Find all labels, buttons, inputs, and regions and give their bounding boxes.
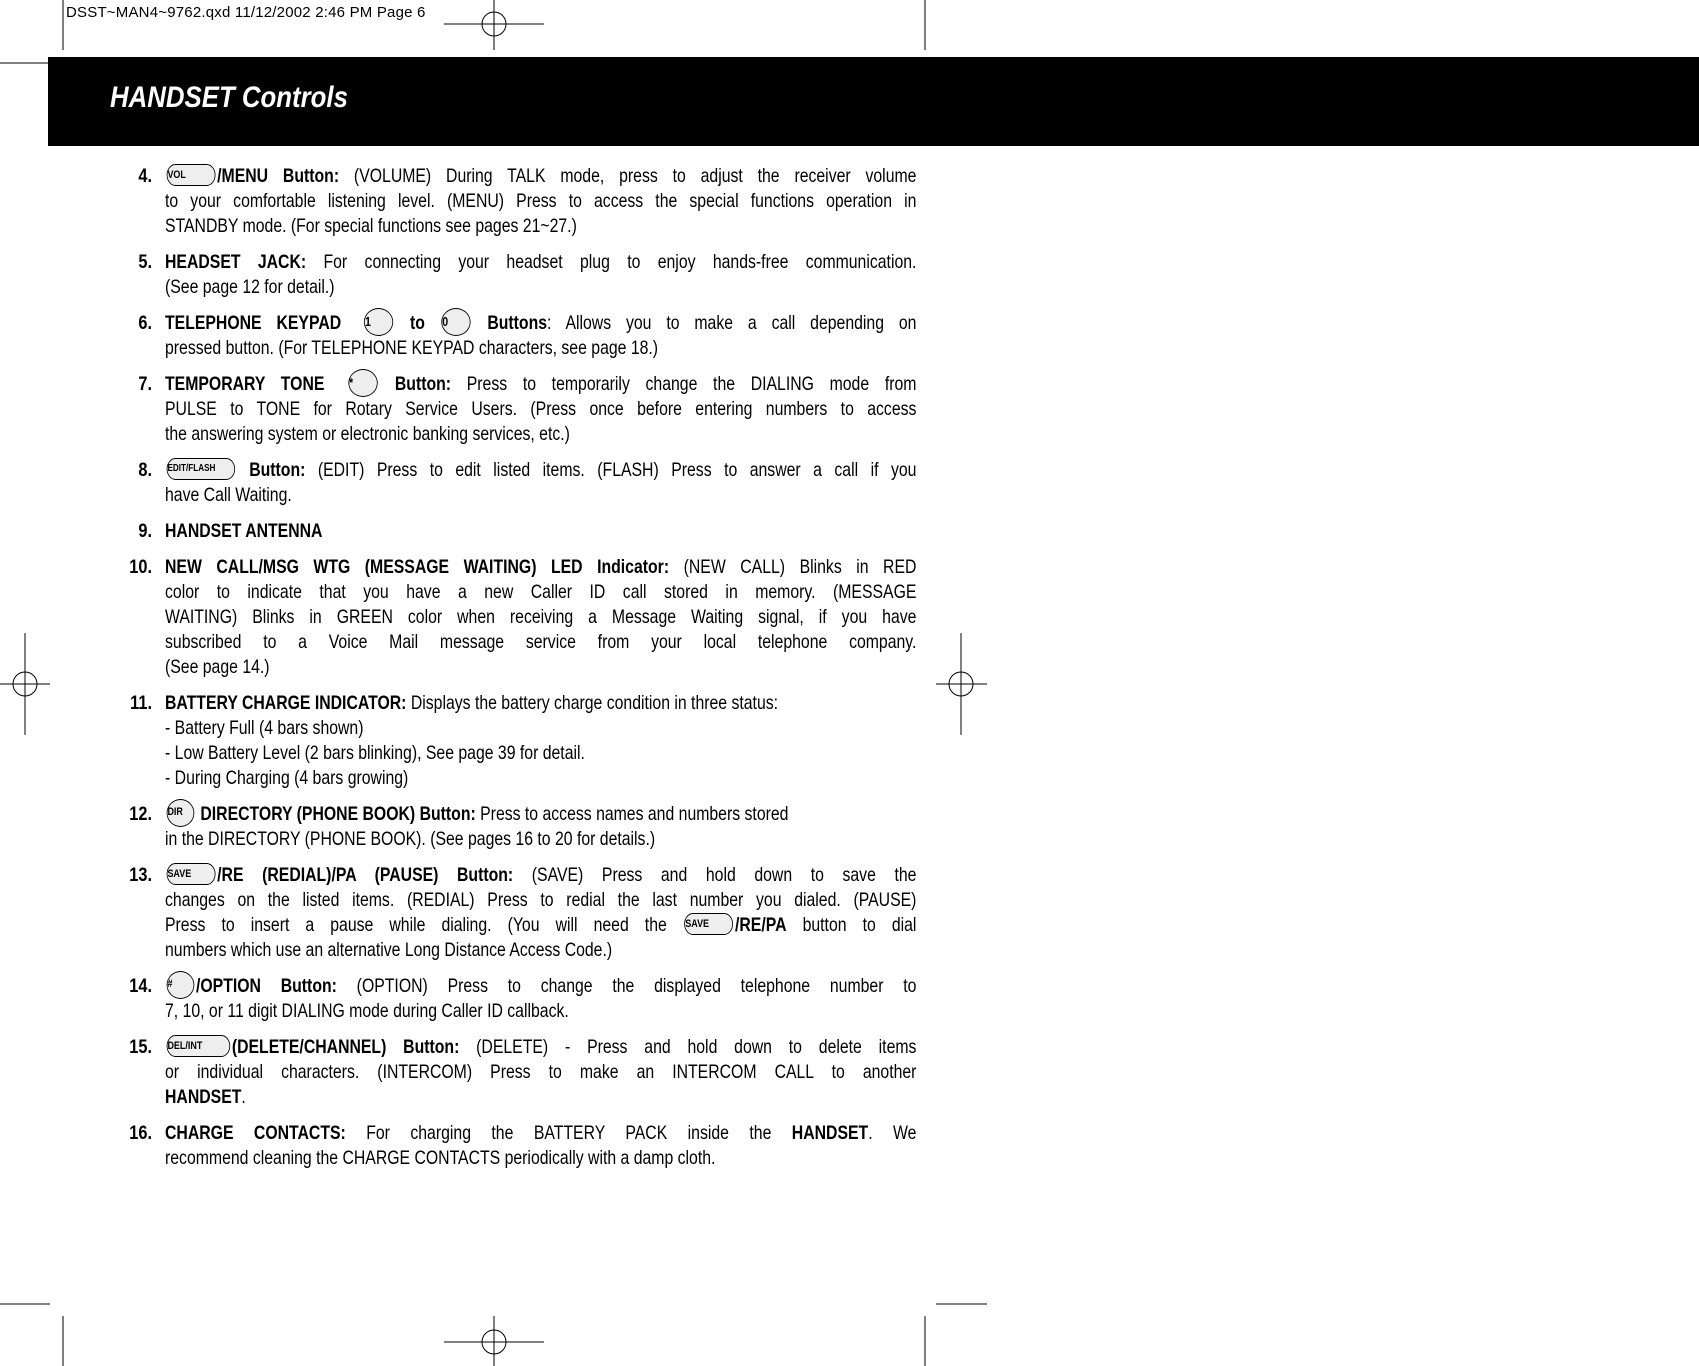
item-text: in the DIRECTORY (PHONE BOOK). (See pages 16 to 20 for details.) [165,828,656,850]
item-heading: Button: [394,373,452,395]
item-text: (See page 14.) [165,656,270,678]
item-number: 4. [138,166,152,187]
item-text: (OPTION) Press to change the displayed telephone number to [336,975,917,997]
item-heading: HEADSET JACK: [165,251,307,273]
item-heading: CHARGE CONTACTS: [165,1122,346,1144]
list-item [112,802,864,852]
item-text: (See page 12 for detail.) [165,276,335,298]
file-slug: DSST~MAN4~9762.qxd 11/12/2002 2:46 PM Page 6 [66,4,426,21]
list-item [112,458,917,508]
item-number: 15. [129,1037,152,1058]
item-text: have Call Waiting. [165,484,292,506]
dir-key-icon: DIR [167,799,195,827]
item-heading: /RE (REDIAL)/PA (PAUSE) Button: [217,864,514,886]
item-text: : Allows you to make a call depending on [547,312,917,334]
item-text: . We [868,1122,917,1144]
item-number: 12. [129,804,152,825]
item-text: - During Charging (4 bars growing) [165,767,409,789]
item-text: (DELETE) - Press and hold down to delete items [459,1036,917,1058]
item-text: 7, 10, or 11 digit DIALING mode during Caller ID callback. [165,1000,569,1022]
list-item [112,164,917,239]
item-text: pressed button. (For TELEPHONE KEYPAD characters, see page 18.) [165,337,659,359]
item-text: - Low Battery Level (2 bars blinking), See page 39 for detail. [165,742,585,764]
item-number: 13. [129,865,152,886]
item-heading: HANDSET [791,1122,869,1144]
list-item [112,250,917,300]
item-heading: /OPTION Button: [195,975,337,997]
item-text: WAITING) Blinks in GREEN color when receiving a Message Waiting signal, if you have [165,606,917,628]
list-item [112,863,917,963]
item-text: Press to insert a pause while dialing. (You will need the [165,914,667,936]
list-item [112,1121,917,1171]
item-text: subscribed to a Voice Mail message service from your local telephone company. [165,631,917,653]
item-number: 14. [129,976,152,997]
item-heading: (DELETE/CHANNEL) Button: [231,1036,460,1058]
item-heading: HANDSET [165,1086,242,1108]
item-text: (NEW CALL) Blinks in RED [669,556,917,578]
star-key-icon: * [348,369,377,397]
item-text: changes on the listed items. (REDIAL) Press to redial the last number you dialed. (PAUSE) [165,889,917,911]
item-text: For connecting your headset plug to enjoy hands-free communication. [306,251,917,273]
item-text: (VOLUME) During TALK mode, press to adjust the receiver volume [339,165,917,187]
del-int-key-icon: DEL/INT [167,1035,231,1057]
item-number: 6. [138,313,152,334]
item-heading: Buttons [487,312,548,334]
item-heading: HANDSET ANTENNA [165,520,323,542]
item-text: color to indicate that you have a new Caller ID call stored in memory. (MESSAGE [165,581,917,603]
item-heading: TELEPHONE KEYPAD [165,312,342,334]
item-number: 8. [138,460,152,481]
item-text: recommend cleaning the CHARGE CONTACTS periodically with a damp cloth. [165,1147,716,1169]
item-text: numbers which use an alternative Long Distance Access Code.) [165,939,613,961]
item-text: to your comfortable listening level. (MENU) Press to access the special functions operation in [165,190,917,212]
list-item [112,974,917,1024]
controls-list [112,164,917,1182]
item-heading: Button: [249,459,306,481]
item-text: For charging the BATTERY PACK inside the [345,1122,792,1144]
save-key-icon: SAVE [167,863,216,885]
item-text: PULSE to TONE for Rotary Service Users. (Press once before entering numbers to access [165,398,917,420]
item-number: 11. [130,693,152,714]
item-text: - Battery Full (4 bars shown) [165,717,364,739]
item-text: the answering system or electronic banking services, etc.) [165,423,570,445]
key-1-icon: 1 [364,308,393,336]
list-item [112,1035,917,1110]
item-number: 5. [138,252,152,273]
item-text: Press to temporarily change the DIALING mode from [451,373,917,395]
item-text: STANDBY mode. (For special functions see pages 21~27.) [165,215,577,237]
list-item [112,311,917,361]
item-heading: /MENU Button: [217,165,340,187]
item-heading: DIRECTORY (PHONE BOOK) Button: [200,803,476,825]
header-banner [48,57,1699,146]
key-0-icon: 0 [441,308,470,336]
save-key-icon: SAVE [684,913,733,935]
item-heading: to [410,312,425,334]
item-heading: /RE/PA [735,914,787,936]
list-item [112,519,864,544]
item-number: 10. [129,557,152,578]
item-text: Press to access names and numbers stored [475,803,789,825]
item-text: . [241,1086,246,1108]
item-text: Displays the battery charge condition in three status: [406,692,779,714]
vol-key-icon: VOL [167,164,216,186]
item-heading: BATTERY CHARGE INDICATOR: [165,692,407,714]
item-heading: NEW CALL/MSG WTG (MESSAGE WAITING) LED Indicator: [165,556,670,578]
item-text: button to dial [786,914,917,936]
page-title: HANDSET Controls [110,81,348,114]
item-text: (SAVE) Press and hold down to save the [513,864,917,886]
list-item [112,555,917,680]
list-item [112,691,864,791]
item-number: 16. [129,1123,152,1144]
item-text: (EDIT) Press to edit listed items. (FLASH) Press to answer a call if you [305,459,917,481]
item-text: or individual characters. (INTERCOM) Press to make an INTERCOM CALL to another [165,1061,917,1083]
edit-flash-key-icon: EDIT/FLASH [167,458,235,480]
item-heading: TEMPORARY TONE [165,373,325,395]
item-number: 9. [138,521,152,542]
item-number: 7. [138,374,152,395]
list-item [112,372,917,447]
hash-key-icon: # [167,971,195,999]
